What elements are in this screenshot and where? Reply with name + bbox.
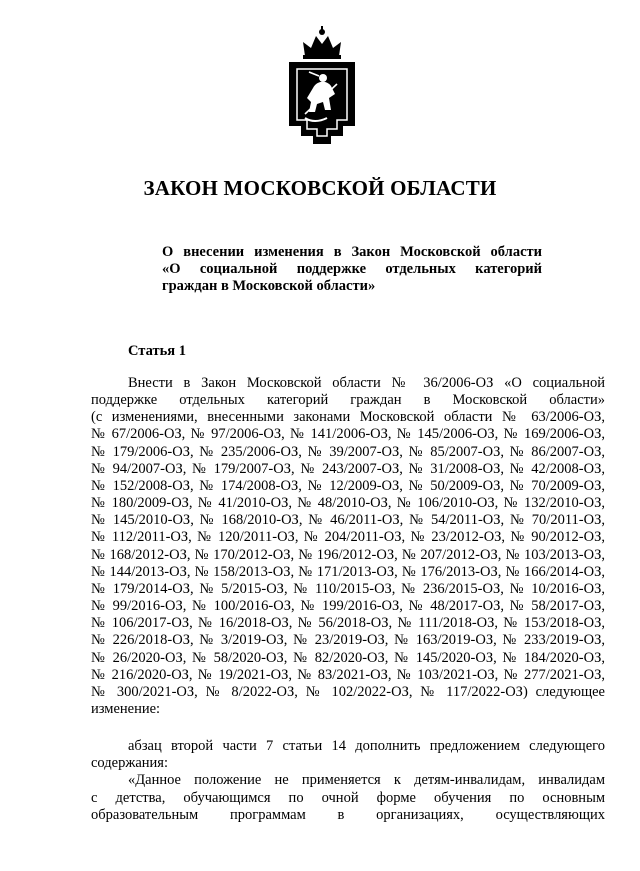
text-line: «Данное положение не применяется к детям-инвалидам, инвалидам — [128, 772, 605, 789]
text-line: № 67/2006-ОЗ, № 97/2006-ОЗ, № 141/2006-ОЗ, № 145/2006-ОЗ, № 169/2006-ОЗ, — [91, 426, 605, 443]
text-line: абзац второй части 7 статьи 14 дополнить предложением следующего — [128, 738, 605, 755]
coat-of-arms-icon — [283, 26, 361, 152]
law-title: ЗАКОН МОСКОВСКОЙ ОБЛАСТИ — [143, 176, 497, 200]
article-heading: Статья 1 — [128, 343, 186, 359]
text-line: изменение: — [91, 700, 161, 717]
text-line: № 226/2018-ОЗ, № 3/2019-ОЗ, № 23/2019-ОЗ, № 163/2019-ОЗ, № 233/2019-ОЗ, — [91, 632, 605, 649]
text-line: № 99/2016-ОЗ, № 100/2016-ОЗ, № 199/2016-ОЗ, № 48/2017-ОЗ, № 58/2017-ОЗ, — [91, 598, 605, 615]
text-line: с детства, обучающимся по очной форме обучения по основным — [91, 789, 605, 806]
text-line: образовательным программам в организациях, осуществляющих — [91, 806, 605, 823]
text-line: № 180/2009-ОЗ, № 41/2010-ОЗ, № 48/2010-ОЗ, № 106/2010-ОЗ, № 132/2010-ОЗ, — [91, 495, 605, 512]
subtitle-line: О внесении изменения в Закон Московской области — [162, 244, 542, 260]
text-line: № 179/2014-ОЗ, № 5/2015-ОЗ, № 110/2015-ОЗ, № 236/2015-ОЗ, № 10/2016-ОЗ, — [91, 580, 605, 597]
text-line: (с изменениями, внесенными законами Московской области № 63/2006-ОЗ, — [91, 409, 605, 426]
text-line: № 26/2020-ОЗ, № 58/2020-ОЗ, № 82/2020-ОЗ, № 145/2020-ОЗ, № 184/2020-ОЗ, — [91, 649, 605, 666]
text-line: поддержке отдельных категорий граждан в Московской области» — [91, 392, 605, 409]
text-line: № 144/2013-ОЗ, № 158/2013-ОЗ, № 171/2013-ОЗ, № 176/2013-ОЗ, № 166/2014-ОЗ, — [91, 563, 605, 580]
text-line: № 216/2020-ОЗ, № 19/2021-ОЗ, № 83/2021-ОЗ, № 103/2021-ОЗ, № 277/2021-ОЗ, — [91, 666, 605, 683]
text-line: № 168/2012-ОЗ, № 170/2012-ОЗ, № 196/2012-ОЗ, № 207/2012-ОЗ, № 103/2013-ОЗ, — [91, 546, 605, 563]
article-body — [91, 375, 605, 824]
law-subtitle — [162, 244, 542, 295]
text-line: № 145/2010-ОЗ, № 168/2010-ОЗ, № 46/2011-ОЗ, № 54/2011-ОЗ, № 70/2011-ОЗ, — [91, 512, 605, 529]
text-line: № 300/2021-ОЗ, № 8/2022-ОЗ, № 102/2022-ОЗ, № 117/2022-ОЗ) следующее — [91, 683, 605, 700]
subtitle-line: граждан в Московской области» — [162, 278, 376, 294]
text-line: № 179/2006-ОЗ, № 235/2006-ОЗ, № 39/2007-ОЗ, № 85/2007-ОЗ, № 86/2007-ОЗ, — [91, 443, 605, 460]
text-line: содержания: — [91, 755, 169, 772]
text-line: № 112/2011-ОЗ, № 120/2011-ОЗ, № 204/2011-ОЗ, № 23/2012-ОЗ, № 90/2012-ОЗ, — [91, 529, 605, 546]
subtitle-line: «О социальной поддержке отдельных категорий — [162, 261, 542, 277]
text-line: № 106/2017-ОЗ, № 16/2018-ОЗ, № 56/2018-ОЗ, № 111/2018-ОЗ, № 153/2018-ОЗ, — [91, 615, 605, 632]
text-line: № 152/2008-ОЗ, № 174/2008-ОЗ, № 12/2009-ОЗ, № 50/2009-ОЗ, № 70/2009-ОЗ, — [91, 477, 605, 494]
text-line: Внести в Закон Московской области № 36/2006-ОЗ «О социальной — [128, 375, 605, 391]
text-line: № 94/2007-ОЗ, № 179/2007-ОЗ, № 243/2007-ОЗ, № 31/2008-ОЗ, № 42/2008-ОЗ, — [91, 460, 605, 477]
